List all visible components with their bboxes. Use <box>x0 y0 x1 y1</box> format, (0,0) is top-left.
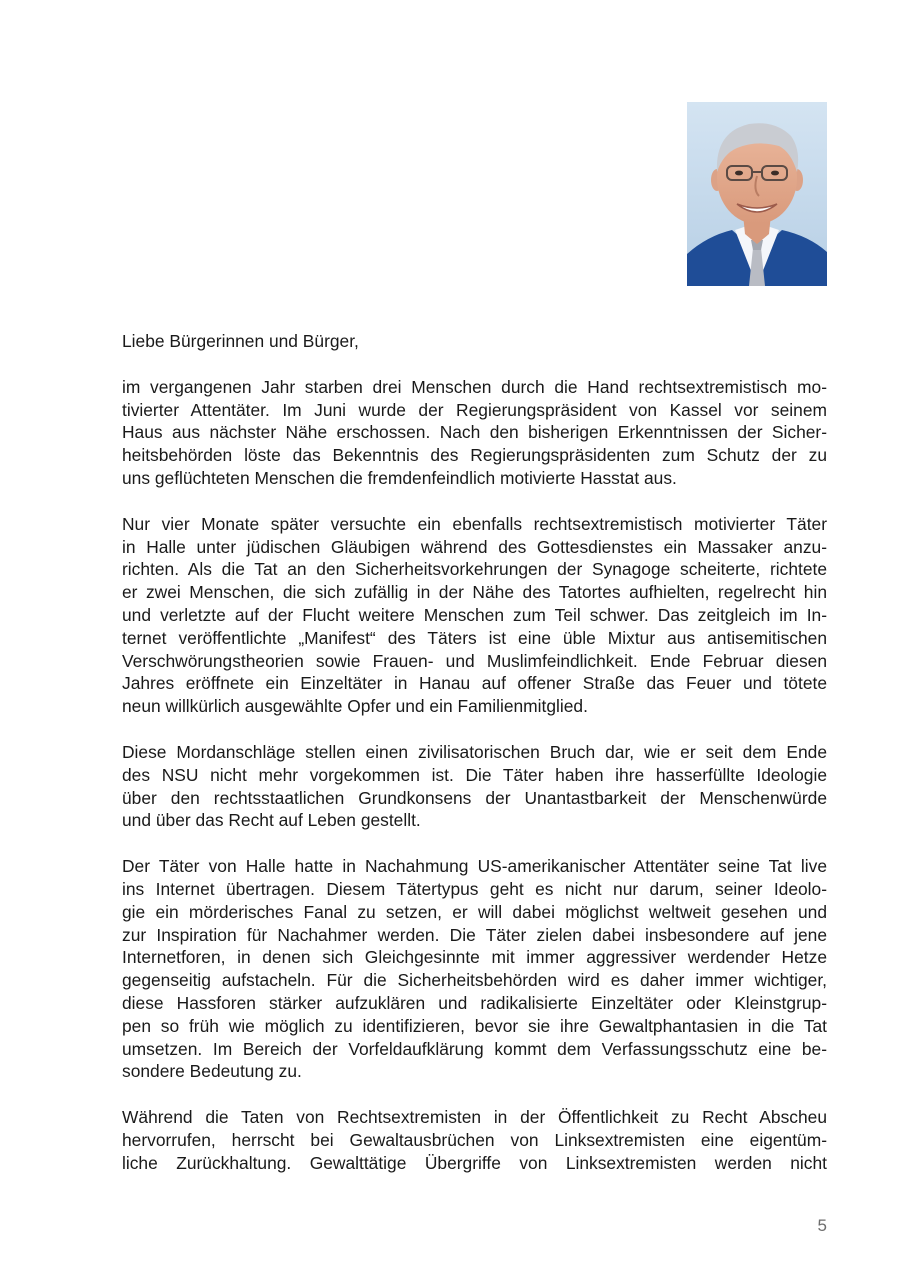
text-line: liche Zurückhaltung. Gewalttätige Übergriffe von Linksextremisten werden nicht <box>122 1152 827 1173</box>
text-line: pen so früh wie möglich zu identifizieren, bevor sie ihre Gewaltphantasien in die Tat <box>122 1015 827 1036</box>
text-line: und verletzte auf der Flucht weitere Menschen zum Teil schwer. Das zeitgleich im In- <box>122 604 827 625</box>
text-line: umsetzen. Im Bereich der Vorfeldaufklärung kommt dem Verfassungsschutz eine be- <box>122 1038 827 1059</box>
text-line: diese Hassforen stärker aufzuklären und radikalisierte Einzeltäter oder Kleinstgrup- <box>122 992 827 1013</box>
text-line: Nur vier Monate später versuchte ein ebenfalls rechtsextremistisch motivierter Täter <box>122 513 827 534</box>
text-line: neun willkürlich ausgewählte Opfer und ein Familienmitglied. <box>122 696 588 717</box>
text-line: ternet veröffentlichte „Manifest“ des Täters ist eine üble Mixtur aus antisemitischen <box>122 627 827 648</box>
text-line: im vergangenen Jahr starben drei Menschen durch die Hand rechtsextremistisch mo- <box>122 376 827 397</box>
text-line: gie ein mörderisches Fanal zu setzen, er will dabei möglichst weltweit gesehen und <box>122 901 827 922</box>
paragraph <box>122 855 827 1083</box>
text-line: Jahres eröffnete ein Einzeltäter in Hanau auf offener Straße das Feuer und tötete <box>122 673 827 694</box>
portrait-image <box>687 102 827 286</box>
text-line: richten. Als die Tat an den Sicherheitsvorkehrungen der Synagoge scheiterte, richtete <box>122 559 827 580</box>
text-line: Internetforen, in denen sich Gleichgesinnte mit immer aggressiver werdender Hetze <box>122 947 827 968</box>
text-line: Während die Taten von Rechtsextremisten in der Öffentlichkeit zu Recht Abscheu <box>122 1107 827 1128</box>
text-line: des NSU nicht mehr vorgekommen ist. Die Täter haben ihre hasserfüllte Ideologie <box>122 764 827 785</box>
text-line: Verschwörungstheorien sowie Frauen- und Muslimfeindlichkeit. Ende Februar diesen <box>122 650 827 671</box>
page-number: 5 <box>817 1216 827 1235</box>
text-line: tivierter Attentäter. Im Juni wurde der Regierungspräsident von Kassel vor seinem <box>122 399 827 420</box>
text-line: zur Inspiration für Nachahmer werden. Die Täter zielen dabei insbesondere auf jene <box>122 924 827 945</box>
paragraph <box>122 741 827 832</box>
text-line: er zwei Menschen, die sich zufällig in der Nähe des Tatortes aufhielten, regelrecht hin <box>122 582 827 603</box>
paragraph <box>122 376 827 490</box>
text-line: uns geflüchteten Menschen die fremdenfeindlich motivierte Hasstat aus. <box>122 467 677 488</box>
paragraph <box>122 513 827 718</box>
text-line: sondere Bedeutung zu. <box>122 1061 302 1082</box>
letter-body <box>122 330 827 1198</box>
author-portrait <box>687 102 827 286</box>
text-line: und über das Recht auf Leben gestellt. <box>122 810 421 831</box>
text-line: ins Internet übertragen. Diesem Tätertypus geht es nicht nur darum, seiner Ideolo- <box>122 878 827 899</box>
text-line: in Halle unter jüdischen Gläubigen während des Gottesdienstes ein Massaker anzu- <box>122 536 827 557</box>
text-line: über den rechtsstaatlichen Grundkonsens der Unantastbarkeit der Menschenwürde <box>122 787 827 808</box>
paragraph <box>122 1106 827 1174</box>
text-line: Haus aus nächster Nähe erschossen. Nach den bisherigen Erkenntnissen der Sicher- <box>122 422 827 443</box>
text-line: hervorrufen, herrscht bei Gewaltausbrüchen von Linksextremisten eine eigentüm- <box>122 1129 827 1150</box>
text-line: heitsbehörden löste das Bekenntnis des Regierungspräsidenten zum Schutz der zu <box>122 445 827 466</box>
salutation: Liebe Bürgerinnen und Bürger, <box>122 331 359 351</box>
text-line: gegenseitig aufstacheln. Für die Sicherheitsbehörden wird es daher immer wichtiger, <box>122 970 827 991</box>
text-line: Der Täter von Halle hatte in Nachahmung US-amerikanischer Attentäter seine Tat live <box>122 856 827 877</box>
text-line: Diese Mordanschläge stellen einen zivilisatorischen Bruch dar, wie er seit dem Ende <box>122 741 827 762</box>
